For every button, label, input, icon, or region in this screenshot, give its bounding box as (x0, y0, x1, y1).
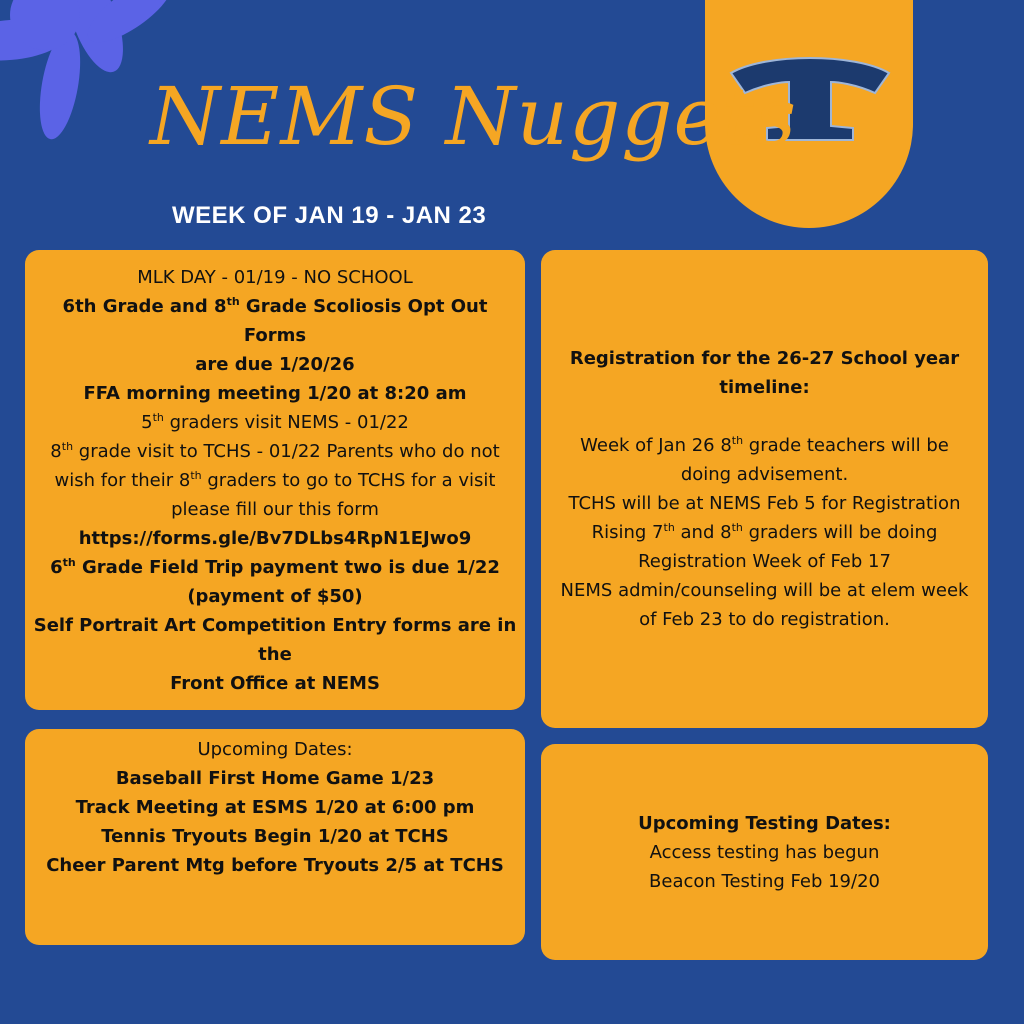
event-line: Self Portrait Art Competition Entry forms are in the (33, 614, 517, 665)
event-line: please fill our this form (171, 498, 379, 520)
list-item: Access testing has begun (649, 841, 880, 863)
timeline-line: TCHS will be at NEMS Feb 5 for Registration (568, 493, 961, 514)
timeline-line: NEMS admin/counseling will be at elem week (560, 580, 969, 601)
event-line: are due 1/20/26 (195, 353, 355, 375)
card-heading: Upcoming Testing Dates: (638, 812, 891, 834)
week-subtitle: WEEK OF JAN 19 - JAN 23 (172, 202, 487, 229)
card-heading: Upcoming Dates: (197, 739, 353, 760)
event-line: wish for their 8th graders to go to TCHS for a visit (54, 468, 496, 491)
timeline-line: Rising 7th and 8th graders will be doing (591, 521, 938, 543)
event-line: Front Office at NEMS (170, 672, 380, 694)
list-item: Baseball First Home Game 1/23 (115, 768, 435, 789)
timeline-line: Registration Week of Feb 17 (638, 551, 891, 572)
list-item: Beacon Testing Feb 19/20 (649, 870, 880, 892)
event-line: FFA morning meeting 1/20 at 8:20 am (83, 382, 467, 404)
event-line: 6th Grade and 8th Grade Scoliosis Opt Out Forms (62, 294, 488, 346)
registration-timeline-card (541, 250, 988, 728)
list-item: Track Meeting at ESMS 1/20 at 6:00 pm (75, 797, 475, 818)
event-line: MLK DAY - 01/19 - NO SCHOOL (137, 266, 413, 288)
timeline-line: Week of Jan 26 8th grade teachers will be (580, 434, 949, 456)
form-link[interactable]: https://forms.gle/Bv7DLbs4RpN1EJwo9 (78, 527, 472, 549)
list-item: Cheer Parent Mtg before Tryouts 2/5 at TCHS (46, 855, 504, 876)
card-heading: Registration for the 26-27 School year (569, 348, 960, 369)
event-line: 6th Grade Field Trip payment two is due 1/22 (50, 555, 500, 578)
list-item: Tennis Tryouts Begin 1/20 at TCHS (101, 826, 449, 847)
upcoming-dates-card (25, 729, 525, 945)
testing-dates-card (541, 744, 988, 960)
weekly-events-card (25, 250, 525, 710)
event-line: (payment of $50) (187, 585, 363, 607)
card-heading: timeline: (719, 377, 810, 398)
event-line: 8th grade visit to TCHS - 01/22 Parents who do not (50, 439, 500, 462)
page-title: NEMS Nuggets (150, 70, 798, 163)
event-line: 5th graders visit NEMS - 01/22 (141, 410, 409, 433)
timeline-line: of Feb 23 to do registration. (639, 609, 890, 630)
timeline-line: doing advisement. (680, 464, 849, 485)
